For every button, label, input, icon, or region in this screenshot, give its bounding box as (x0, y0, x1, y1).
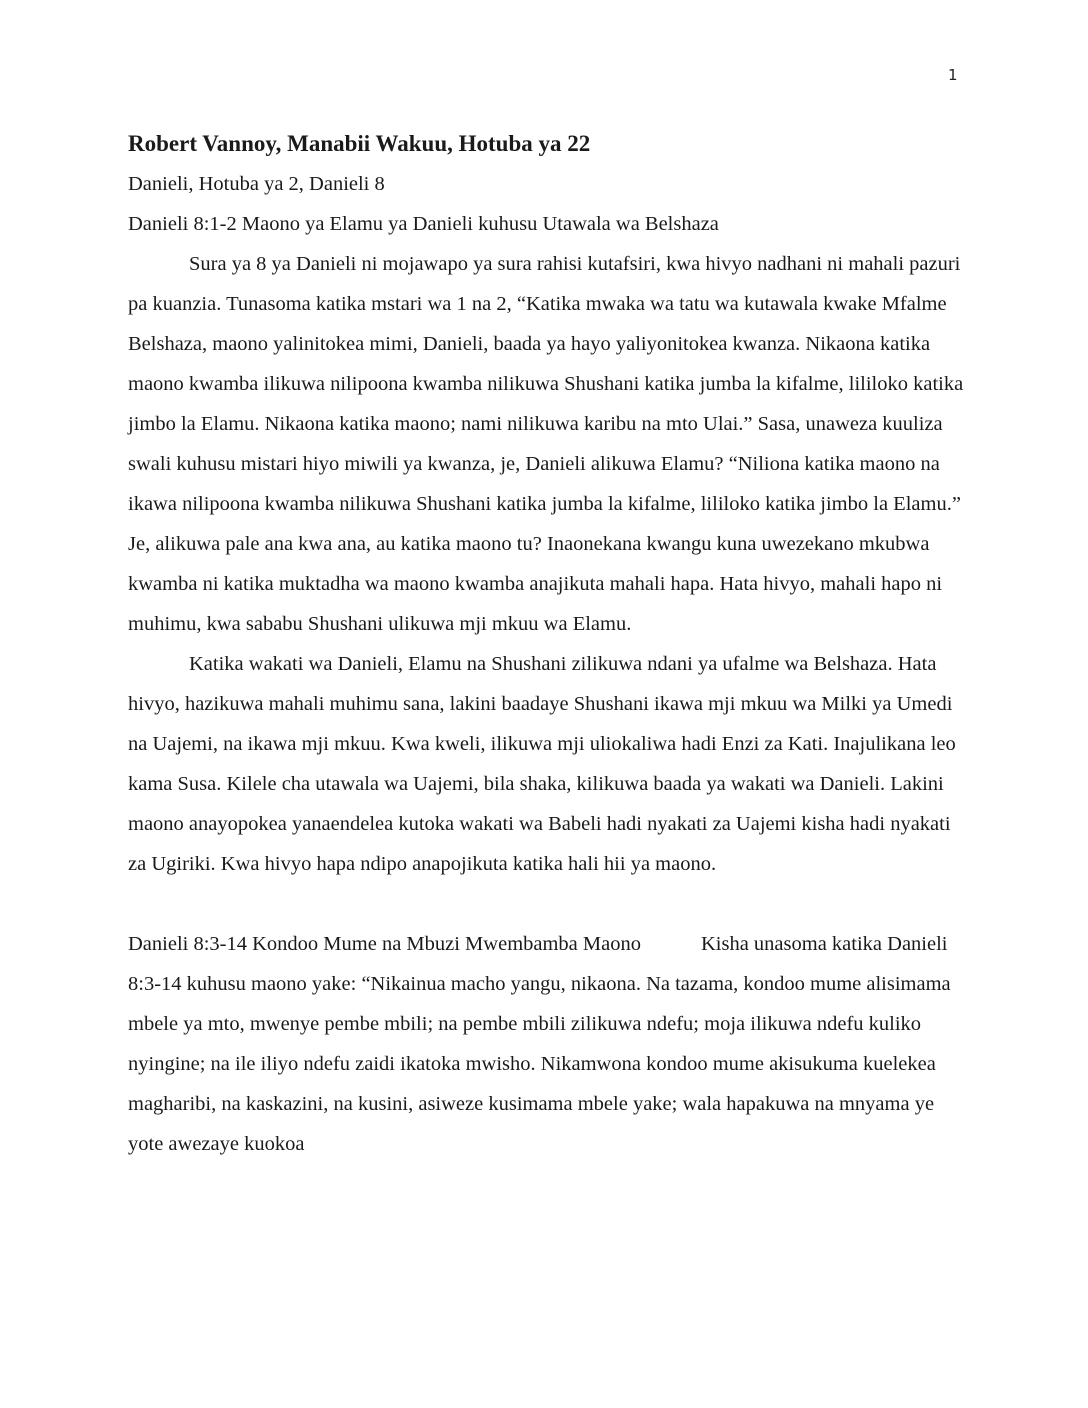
paragraph-2: Katika wakati wa Danieli, Elamu na Shushani zilikuwa ndani ya ufalme wa Belshaza. Hata hivyo, hazikuwa mahali muhimu sana, lakini baadaye Shushani ikawa mji mkuu wa Milki ya Umedi na Uajemi, na ikawa mji mkuu. Kwa kweli, ilikuwa mji uliokaliwa hadi Enzi za Kati. Inajulikana leo kama Susa. Kilele cha utawala wa Uajemi, bila shaka, kilikuwa baada ya wakati wa Danieli. Lakini maono anayopokea yanaendelea kutoka wakati wa Babeli hadi nyakati za Uajemi kisha hadi nyakati za Ugiriki. Kwa hivyo hapa ndipo anapojikuta katika hali hii ya maono. (128, 653, 956, 875)
page-number: 1 (948, 66, 958, 84)
paragraph-3: Kisha unasoma katika Danieli 8:3-14 kuhusu maono yake: “Nikainua macho yangu, nikaona. Na tazama, kondoo mume alisimama mbele ya mto, mwenye pembe mbili; na pembe mbili zilikuwa ndefu; moja ilikuwa ndefu kuliko nyingine; na ile iliyo ndefu zaidi ikatoka mwisho. Nikamwona kondoo mume akisukuma kuelekea magharibi, na kaskazini, na kusini, asiweze kusimama mbele yake; wala hapakuwa na mnyama ye yote awezaye kuokoa (128, 933, 951, 1155)
paragraph-1: Sura ya 8 ya Danieli ni mojawapo ya sura rahisi kutafsiri, kwa hivyo nadhani ni mahali pazuri pa kuanzia. Tunasoma katika mstari wa 1 na 2, “Katika mwaka wa tatu wa kutawala kwake Mfalme Belshaza, maono yalinitokea mimi, Danieli, baada ya hayo yaliyonitokea kwanza. Nikaona katika maono kwamba ilikuwa nilipoona kwamba nilikuwa Shushani katika jumba la kifalme, lililoko katika jimbo la Elamu. Nikaona katika maono; nami nilikuwa karibu na mto Ulai.” Sasa, unaweza kuuliza swali kuhusu mistari hiyo miwili ya kwanza, je, Danieli alikuwa Elamu? “Niliona katika maono na ikawa nilipoona kwamba nilikuwa Shushani katika jumba la kifalme, lililoko katika jimbo la Elamu.” Je, alikuwa pale ana kwa ana, au katika maono tu? Inaonekana kwangu kuna uwezekano mkubwa kwamba ni katika muktadha wa maono kwamba anajikuta mahali hapa. Hata hivyo, mahali hapo ni muhimu, kwa sababu Shushani ulikuwa mji mkuu wa Elamu. (128, 253, 964, 635)
document-body (128, 124, 973, 1164)
document-subtitle: Danieli, Hotuba ya 2, Danieli 8 (128, 173, 385, 195)
document-title: Robert Vannoy, Manabii Wakuu, Hotuba ya 22 (128, 131, 591, 156)
section-heading-2: Danieli 8:3-14 Kondoo Mume na Mbuzi Mwembamba Maono (128, 933, 641, 955)
section-heading-1: Danieli 8:1-2 Maono ya Elamu ya Danieli kuhusu Utawala wa Belshaza (128, 213, 719, 235)
section-2 (128, 924, 973, 1164)
